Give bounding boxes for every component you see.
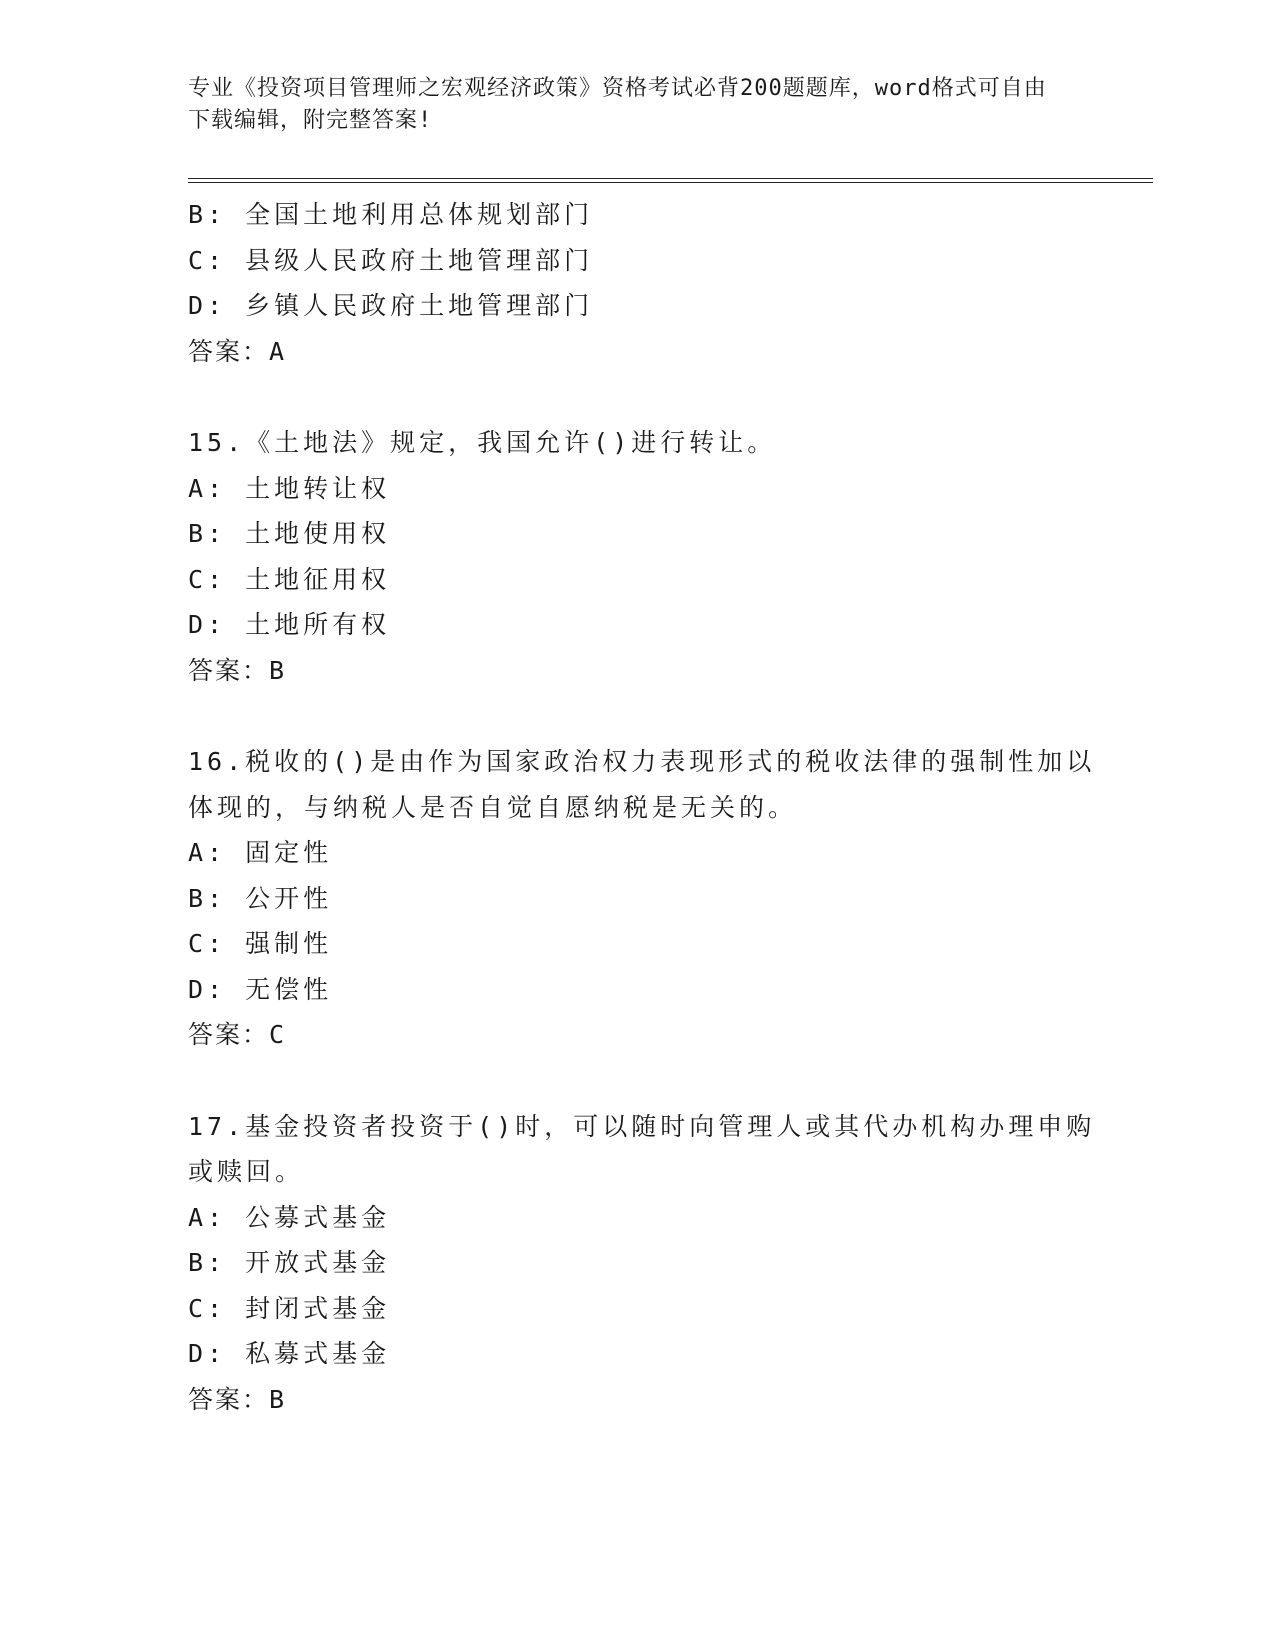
- option-b: B: 公开性: [188, 883, 333, 913]
- option-d: D: 土地所有权: [188, 610, 391, 639]
- question-17: [188, 1104, 1096, 1423]
- question-16: [188, 739, 1096, 1058]
- answer: 答案：C: [188, 1020, 287, 1049]
- header-divider-bottom: [188, 182, 1153, 183]
- option-a: A: 固定性: [188, 838, 333, 867]
- question-text-line-1: 17.基金投资者投资于()时，可以随时向管理人或其代办机构办理申购: [188, 1111, 1096, 1141]
- header-title: 专业《投资项目管理师之宏观经济政策》资格考试必背200题题库，word格式可自由下载编辑，附完整答案!: [188, 76, 1047, 133]
- option-d: D: 无偿性: [188, 974, 333, 1004]
- question-text-line-2: 或赎回。: [188, 1157, 305, 1186]
- question-text: 15.《土地法》规定，我国允许()进行转让。: [188, 428, 777, 457]
- option-c: C: 封闭式基金: [188, 1293, 391, 1323]
- option-b: B: 土地使用权: [188, 519, 391, 548]
- spacer: [188, 693, 1088, 739]
- option-c: C: 强制性: [188, 929, 333, 958]
- question-list: [188, 192, 1096, 1422]
- option-a: A: 土地转让权: [188, 473, 391, 503]
- document-header: [188, 73, 1068, 137]
- spacer: [188, 374, 1088, 420]
- option-c: C: 土地征用权: [188, 564, 391, 594]
- option-c: C: 县级人民政府土地管理部门: [188, 245, 594, 275]
- question-text-line-2: 体现的，与纳税人是否自觉自愿纳税是无关的。: [188, 792, 798, 822]
- answer: 答案：A: [188, 336, 287, 366]
- question-15: [188, 420, 1088, 693]
- question-14-continued: [188, 192, 1088, 374]
- option-d: D: 私募式基金: [188, 1339, 391, 1368]
- spacer: [188, 1058, 1088, 1104]
- option-d: D: 乡镇人民政府土地管理部门: [188, 291, 594, 320]
- question-text-line-1: 16.税收的()是由作为国家政治权力表现形式的税收法律的强制性加以: [188, 747, 1096, 776]
- answer: 答案：B: [188, 1384, 287, 1414]
- option-a: A: 公募式基金: [188, 1202, 391, 1232]
- option-b: B: 开放式基金: [188, 1248, 391, 1277]
- answer: 答案：B: [188, 655, 287, 685]
- option-b: B: 全国土地利用总体规划部门: [188, 200, 594, 229]
- header-divider-top: [188, 178, 1153, 179]
